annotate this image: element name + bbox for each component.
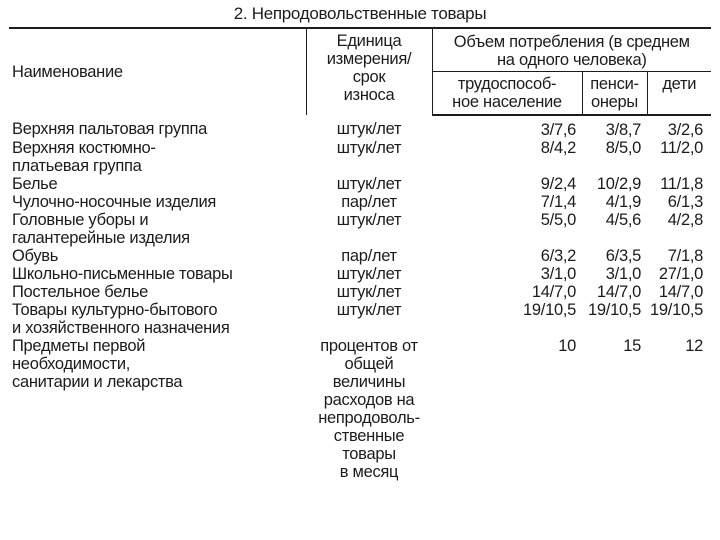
table-row bbox=[9, 193, 711, 211]
row-unit: пар/лет bbox=[341, 193, 397, 211]
table-row bbox=[9, 175, 711, 193]
row-working: 5/5,0 bbox=[540, 211, 576, 229]
row-working: 10 bbox=[558, 337, 576, 355]
row-children: 3/2,6 bbox=[667, 121, 703, 139]
row-pensioners: 8/5,0 bbox=[605, 139, 641, 157]
table-row bbox=[9, 115, 711, 139]
header-volume bbox=[432, 28, 711, 72]
header-volume-text: Объем потребления (в среднем на одного человека) bbox=[453, 33, 690, 69]
header-working-text: трудоспособ- ное население bbox=[452, 75, 562, 111]
header-unit-text: Единица измерения/ срок износа bbox=[326, 32, 412, 104]
row-name: Верхняя пальтовая группа bbox=[12, 120, 207, 138]
row-pensioners: 3/8,7 bbox=[605, 121, 641, 139]
row-name: Чулочно-носочные изделия bbox=[12, 193, 217, 211]
consumption-table bbox=[9, 27, 711, 481]
table-row bbox=[9, 139, 711, 175]
table-row bbox=[9, 247, 711, 265]
row-working: 19/10,5 bbox=[523, 301, 576, 319]
header-pensioners bbox=[582, 72, 647, 116]
row-unit: штук/лет bbox=[336, 265, 402, 283]
header-name: Наименование bbox=[9, 28, 306, 115]
header-unit bbox=[306, 28, 432, 115]
row-unit: штук/лет bbox=[336, 175, 402, 193]
row-children: 7/1,8 bbox=[667, 247, 703, 265]
row-pensioners: 4/5,6 bbox=[605, 211, 641, 229]
row-unit: штук/лет bbox=[336, 283, 402, 301]
table-row bbox=[9, 265, 711, 283]
row-name: Товары культурно-бытового и хозяйственного назначения bbox=[12, 301, 230, 337]
table-row bbox=[9, 211, 711, 247]
row-working: 3/1,0 bbox=[540, 265, 576, 283]
row-name: Головные уборы и галантерейные изделия bbox=[12, 211, 190, 247]
table-row bbox=[9, 337, 711, 481]
table-header bbox=[9, 28, 711, 115]
row-unit: штук/лет bbox=[336, 301, 402, 319]
row-working: 6/3,2 bbox=[540, 247, 576, 265]
row-children: 12 bbox=[685, 337, 703, 355]
row-pensioners: 3/1,0 bbox=[605, 265, 641, 283]
row-name: Обувь bbox=[12, 247, 59, 265]
row-working: 3/7,6 bbox=[540, 121, 576, 139]
row-unit: штук/лет bbox=[336, 139, 402, 157]
row-name: Верхняя костюмно- платьевая группа bbox=[12, 139, 156, 175]
row-children: 27/1,0 bbox=[658, 265, 703, 283]
row-pensioners: 10/2,9 bbox=[596, 175, 641, 193]
header-pensioners-text: пенси- онеры bbox=[590, 75, 639, 111]
row-children: 11/2,0 bbox=[660, 139, 703, 157]
row-name: Предметы первой необходимости, санитарии и лекарства bbox=[12, 337, 183, 391]
row-name: Школьно-письменные товары bbox=[12, 265, 233, 283]
row-children: 19/10,5 bbox=[650, 301, 703, 319]
row-working: 8/4,2 bbox=[540, 139, 576, 157]
row-unit: штук/лет bbox=[336, 211, 402, 229]
header-working bbox=[432, 72, 582, 116]
table-row bbox=[9, 301, 711, 337]
header-children: дети bbox=[647, 72, 711, 116]
row-unit: пар/лет bbox=[341, 247, 397, 265]
row-children: 6/1,3 bbox=[667, 193, 703, 211]
row-pensioners: 15 bbox=[623, 337, 641, 355]
row-pensioners: 4/1,9 bbox=[605, 193, 641, 211]
row-working: 9/2,4 bbox=[540, 175, 576, 193]
row-pensioners: 6/3,5 bbox=[605, 247, 641, 265]
row-children: 4/2,8 bbox=[667, 211, 703, 229]
table-row bbox=[9, 283, 711, 301]
row-unit: штук/лет bbox=[336, 120, 402, 138]
row-children: 11/1,8 bbox=[660, 175, 703, 193]
row-unit: процентов от общей величины расходов на непродоволь- ственные товары в месяц bbox=[318, 337, 420, 481]
row-pensioners: 19/10,5 bbox=[588, 301, 641, 319]
row-pensioners: 14/7,0 bbox=[596, 283, 641, 301]
row-working: 7/1,4 bbox=[540, 193, 576, 211]
row-name: Белье bbox=[12, 175, 58, 193]
table-body bbox=[9, 115, 711, 481]
row-working: 14/7,0 bbox=[531, 283, 576, 301]
table-title: 2. Непродовольственные товары bbox=[233, 4, 487, 23]
row-name: Постельное белье bbox=[12, 283, 149, 301]
row-children: 14/7,0 bbox=[658, 283, 703, 301]
